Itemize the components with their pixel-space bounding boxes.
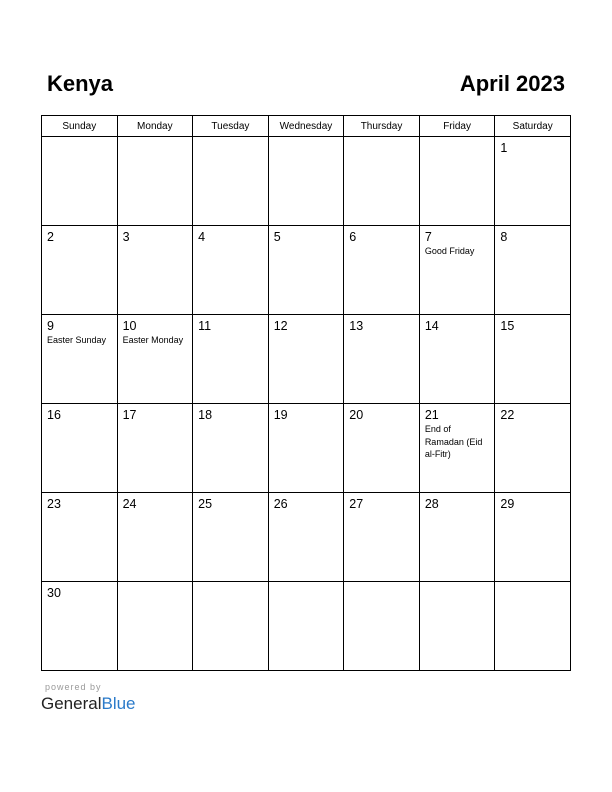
day-number: 4 <box>198 230 206 244</box>
day-number: 15 <box>500 319 515 333</box>
day-number: 29 <box>500 497 515 511</box>
calendar-grid <box>41 115 571 671</box>
day-cell <box>193 315 269 404</box>
day-number: 20 <box>349 408 364 422</box>
weekday-thursday: Thursday <box>344 116 420 137</box>
day-cell <box>42 226 118 315</box>
week-row <box>42 582 571 671</box>
day-cell <box>268 582 344 671</box>
day-number: 30 <box>47 586 61 600</box>
brand-blue-text: Blue <box>101 694 136 713</box>
day-cell <box>42 582 118 671</box>
day-number: 3 <box>122 230 130 244</box>
day-number: 13 <box>349 319 364 333</box>
week-row <box>42 226 571 315</box>
day-number: 28 <box>424 497 439 511</box>
holiday-label: Easter Monday <box>122 335 184 345</box>
weekday-friday: Friday <box>419 116 495 137</box>
week-row <box>42 493 571 582</box>
generalblue-logo[interactable] <box>41 693 136 715</box>
day-cell <box>117 493 193 582</box>
day-cell <box>344 226 420 315</box>
day-cell <box>193 493 269 582</box>
day-cell <box>344 404 420 493</box>
weekday-sunday: Sunday <box>42 116 118 137</box>
day-cell <box>42 493 118 582</box>
day-cell <box>495 582 571 671</box>
day-number: 19 <box>273 408 288 422</box>
day-cell <box>495 137 571 226</box>
holiday-label: Good Friday <box>424 246 475 256</box>
day-cell <box>268 226 344 315</box>
powered-by-label: powered by <box>45 682 102 692</box>
day-number: 9 <box>47 319 54 333</box>
day-cell <box>117 582 193 671</box>
day-number: 22 <box>500 408 515 422</box>
day-number: 27 <box>349 497 364 511</box>
day-cell <box>42 404 118 493</box>
day-cell <box>344 137 420 226</box>
week-row <box>42 137 571 226</box>
weekday-tuesday: Tuesday <box>193 116 269 137</box>
weekday-wednesday: Wednesday <box>268 116 344 137</box>
day-cell <box>495 404 571 493</box>
day-number: 16 <box>47 408 61 422</box>
day-number: 14 <box>424 319 439 333</box>
day-cell <box>495 315 571 404</box>
day-cell <box>117 404 193 493</box>
day-cell <box>42 137 118 226</box>
day-number: 1 <box>500 141 508 155</box>
day-cell <box>268 315 344 404</box>
day-number: 6 <box>349 230 357 244</box>
day-cell <box>344 493 420 582</box>
week-row <box>42 315 571 404</box>
day-cell <box>268 137 344 226</box>
day-cell <box>344 315 420 404</box>
weekday-saturday: Saturday <box>495 116 571 137</box>
holiday-label: End of Ramadan (Eid al-Fitr) <box>424 424 483 459</box>
day-cell <box>193 404 269 493</box>
day-number: 24 <box>122 497 137 511</box>
day-number: 18 <box>198 408 213 422</box>
day-number: 21 <box>424 408 439 422</box>
day-number: 11 <box>198 319 212 333</box>
day-cell <box>193 226 269 315</box>
day-number: 17 <box>122 408 137 422</box>
day-number: 7 <box>424 230 432 244</box>
week-row <box>42 404 571 493</box>
day-cell <box>117 226 193 315</box>
day-number: 25 <box>198 497 213 511</box>
day-cell <box>495 226 571 315</box>
day-number: 2 <box>47 230 54 244</box>
day-cell <box>42 315 118 404</box>
day-cell <box>495 493 571 582</box>
day-cell <box>419 315 495 404</box>
month-title: April 2023 <box>459 71 565 96</box>
country-title: Kenya <box>47 71 114 96</box>
brand-general-text: General <box>41 694 102 713</box>
day-cell <box>419 226 495 315</box>
holiday-label: Easter Sunday <box>47 335 107 345</box>
day-number: 8 <box>500 230 508 244</box>
day-number: 10 <box>122 319 137 333</box>
day-cell <box>419 404 495 493</box>
day-cell <box>344 582 420 671</box>
day-number: 5 <box>273 230 281 244</box>
day-cell <box>419 137 495 226</box>
day-cell <box>419 582 495 671</box>
day-cell <box>268 404 344 493</box>
weekday-monday: Monday <box>117 116 193 137</box>
day-number: 12 <box>273 319 288 333</box>
day-cell <box>193 137 269 226</box>
day-number: 26 <box>273 497 288 511</box>
day-cell <box>268 493 344 582</box>
day-cell <box>117 315 193 404</box>
day-cell <box>117 137 193 226</box>
day-cell <box>419 493 495 582</box>
day-number: 23 <box>47 497 61 511</box>
weekday-header-row <box>42 116 571 137</box>
day-cell <box>193 582 269 671</box>
